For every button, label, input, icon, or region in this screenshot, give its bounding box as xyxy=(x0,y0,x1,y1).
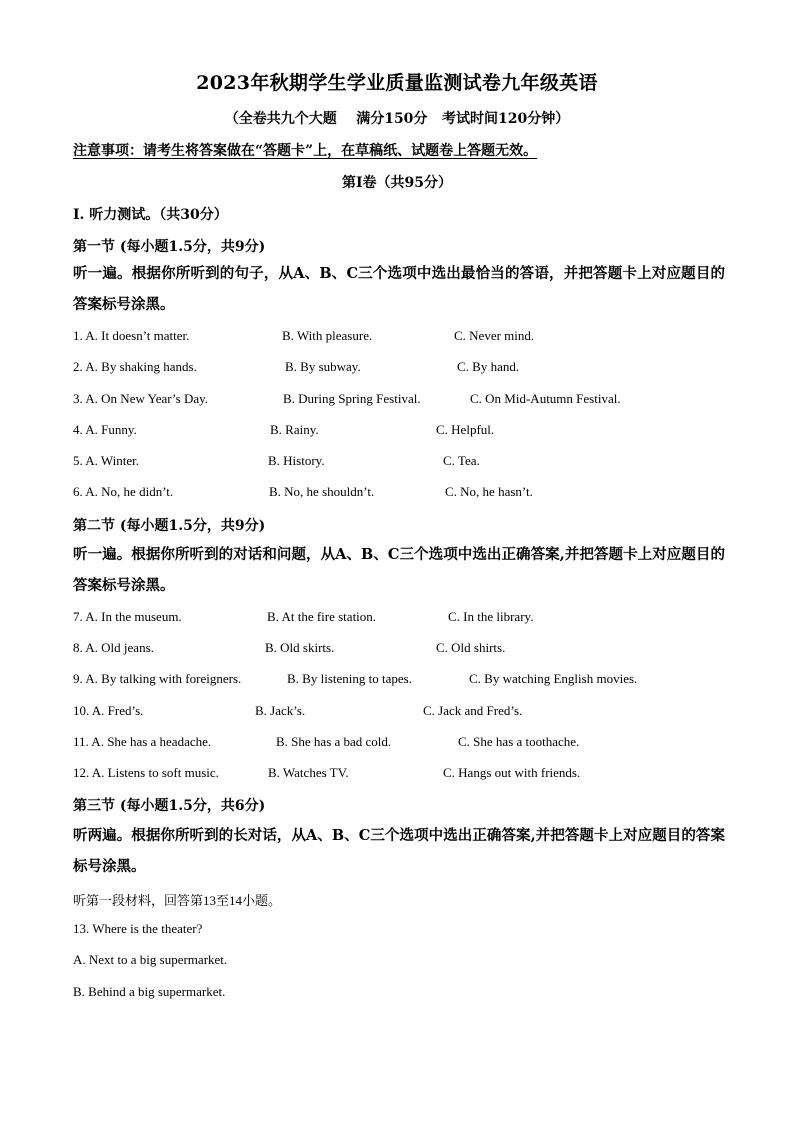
option-b: B. By listening to tapes. xyxy=(287,671,412,686)
material-note: 听第一段材料，回答第13至14小题。 xyxy=(73,893,282,908)
section-title: I. 听力测试。（共30分） xyxy=(73,207,228,223)
section3-heading: 第三节 (每小题1.5分，共6分) xyxy=(73,798,266,814)
option-a: 10. A. Fred’s. xyxy=(73,703,144,718)
option-b: B. Old skirts. xyxy=(265,640,335,655)
option-b: B. By subway. xyxy=(285,359,361,374)
option-a: 7. A. In the museum. xyxy=(73,609,182,624)
option-a: 4. A. Funny. xyxy=(73,422,137,437)
option-c: C. By watching English movies. xyxy=(469,671,638,686)
option-a: 3. A. On New Year’s Day. xyxy=(73,391,209,406)
option-b: B. At the fire station. xyxy=(267,609,377,624)
section1-instruction: 听一遍。根据你所听到的句子，从A、B、C三个选项中选出最恰当的答语，并把答题卡上对应题目的答案标号涂黑。 xyxy=(73,265,725,313)
option-c: C. No, he hasn’t. xyxy=(445,484,533,499)
option-b: B. She has a bad cold. xyxy=(276,734,392,749)
section2-heading: 第二节 (每小题1.5分，共9分) xyxy=(73,518,266,534)
part-title: 第Ⅰ卷（共95分） xyxy=(341,175,453,191)
section2-instruction: 听一遍。根据你所听到的对话和问题，从A、B、C三个选项中选出正确答案,并把答题卡上对应题目的答案标号涂黑。 xyxy=(73,546,725,594)
option-c: C. By hand. xyxy=(457,359,520,374)
option-b: B. History. xyxy=(268,453,325,468)
option-b: B. During Spring Festival. xyxy=(283,391,421,406)
option-b: B. Jack’s. xyxy=(255,703,306,718)
exam-subtitle: （全卷共九个大题 满分150分 考试时间120分钟） xyxy=(224,111,570,127)
option-b: B. Rainy. xyxy=(270,422,319,437)
question-13-option-b: B. Behind a big supermarket. xyxy=(73,984,226,999)
option-b: B. Watches TV. xyxy=(268,765,349,780)
option-a: 11. A. She has a headache. xyxy=(73,734,212,749)
exam-notice: 注意事项：请考生将答案做在“答题卡”上，在草稿纸、试题卷上答题无效。 xyxy=(73,143,538,159)
option-c: C. Helpful. xyxy=(436,422,495,437)
option-a: 8. A. Old jeans. xyxy=(73,640,154,655)
option-c: C. On Mid-Autumn Festival. xyxy=(470,391,621,406)
exam-title: 2023年秋期学生学业质量监测试卷九年级英语 xyxy=(196,72,598,94)
option-a: 2. A. By shaking hands. xyxy=(73,359,197,374)
option-c: C. Hangs out with friends. xyxy=(443,765,581,780)
option-a: 1. A. It doesn’t matter. xyxy=(73,328,190,343)
option-a: 5. A. Winter. xyxy=(73,453,140,468)
option-a: 6. A. No, he didn’t. xyxy=(73,484,174,499)
option-a: 9. A. By talking with foreigners. xyxy=(73,671,242,686)
section1-heading: 第一节 (每小题1.5分，共9分) xyxy=(73,239,266,255)
option-c: C. Tea. xyxy=(443,453,480,468)
option-b: B. With pleasure. xyxy=(282,328,373,343)
option-b: B. No, he shouldn’t. xyxy=(269,484,375,499)
option-c: C. Jack and Fred’s. xyxy=(423,703,523,718)
option-c: C. Never mind. xyxy=(454,328,535,343)
section3-instruction: 听两遍。根据你所听到的长对话，从A、B、C三个选项中选出正确答案,并把答题卡上对应题目的答案标号涂黑。 xyxy=(73,827,725,875)
option-c: C. She has a toothache. xyxy=(458,734,580,749)
option-a: 12. A. Listens to soft music. xyxy=(73,765,219,780)
option-c: C. Old shirts. xyxy=(436,640,506,655)
question-13: 13. Where is the theater? xyxy=(73,921,203,936)
question-13-option-a: A. Next to a big supermarket. xyxy=(73,952,228,967)
option-c: C. In the library. xyxy=(448,609,534,624)
